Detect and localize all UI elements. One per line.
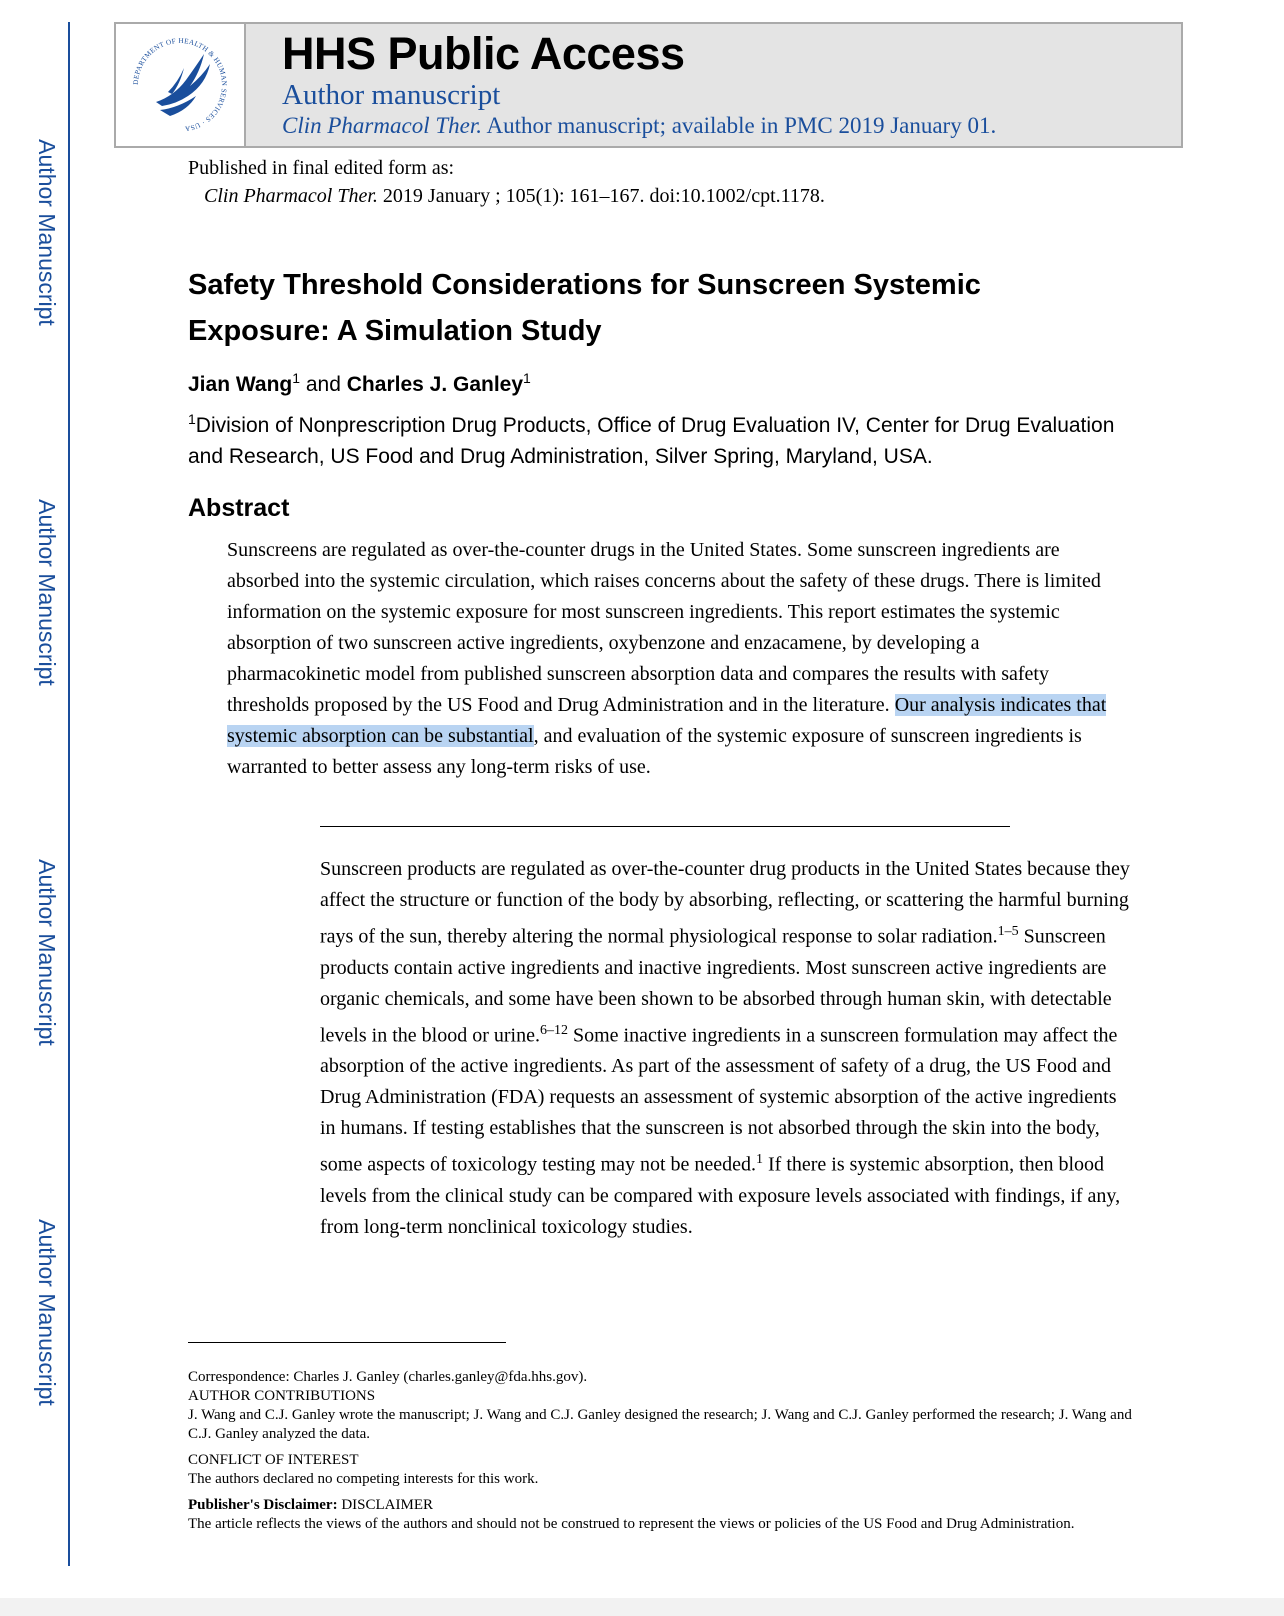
- abstract-heading: Abstract: [188, 494, 290, 522]
- author-affil-ref: 1: [292, 370, 301, 386]
- published-info: [188, 154, 825, 210]
- footnote-rule: [188, 1342, 506, 1343]
- hhs-header: [114, 22, 1183, 148]
- availability-line: [282, 113, 996, 139]
- footnotes: [188, 1368, 1148, 1534]
- affiliation: [188, 404, 1128, 472]
- manuscript-label: Author manuscript: [282, 79, 501, 111]
- intro-text: Sunscreen products contain active ingredients and inactive ingredients. Most sunscreen active ingredients are organic chemicals, and some have been shown to be absorbed through human skin, with detectable levels in the blood or urine.: [320, 925, 1112, 1047]
- sidebar-rule: [68, 22, 70, 1566]
- svg-text:DEPARTMENT OF HEALTH & HUMAN S: [132, 37, 228, 133]
- author-list: [188, 370, 531, 397]
- correspondence: Correspondence: Charles J. Ganley (charles.ganley@fda.hhs.gov).: [188, 1369, 588, 1385]
- disclaimer-label: Publisher's Disclaimer:: [188, 1497, 338, 1513]
- intro-text: Sunscreen products are regulated as over-the-counter drug products in the United States because they affect the structure or function of the body by absorbing, reflecting, or scattering the harmful burning rays of the sun, thereby altering the normal physiological response to solar radiation.: [320, 858, 1130, 948]
- sidebar-label: Author Manuscript: [33, 138, 60, 326]
- affiliation-text: Division of Nonprescription Drug Products, Office of Drug Evaluation IV, Center for Drug Evaluation and Research, US Food and Drug Administration, Silver Spring, Maryland, USA.: [188, 414, 1115, 468]
- hhs-title: HHS Public Access: [282, 28, 685, 79]
- published-citation-text: 2019 January ; 105(1): 161–167. doi:10.1002/cpt.1178.: [382, 185, 825, 207]
- reference-link[interactable]: 1–5: [997, 924, 1019, 939]
- abstract-divider: [320, 826, 1010, 827]
- journal-name: Clin Pharmacol Ther.: [282, 113, 482, 138]
- disclaimer-heading: [188, 1496, 1148, 1515]
- abstract-text-part: , and evaluation of the systemic exposure of sunscreen ingredients is warranted to better assess any long-term risks of use.: [227, 725, 1082, 778]
- disclaimer-text: The article reflects the views of the authors and should not be construed to represent the views or policies of the US Food and Drug Administration.: [188, 1516, 1075, 1532]
- sidebar-label: Author Manuscript: [33, 498, 60, 686]
- author-affil-ref: 1: [523, 370, 531, 386]
- article-title: Safety Threshold Considerations for Sunscreen Systemic Exposure: A Simulation Study: [188, 269, 981, 347]
- disclaimer-title: DISCLAIMER: [337, 1497, 433, 1513]
- intro-paragraph: [320, 854, 1130, 1243]
- sidebar-label: Author Manuscript: [33, 1218, 60, 1406]
- reference-link[interactable]: 1: [756, 1152, 764, 1168]
- contributions-text: J. Wang and C.J. Ganley wrote the manuscript; J. Wang and C.J. Ganley designed the research; J. Wang and C.J. Ganley performed the research; J. Wang and C.J. Ganley analyzed the data.: [188, 1407, 1132, 1442]
- viewer-bottom-bar: [0, 1598, 1284, 1616]
- sidebar-label: Author Manuscript: [33, 858, 60, 1046]
- published-journal: Clin Pharmacol Ther.: [204, 185, 378, 207]
- published-label: Published in final edited form as:: [188, 157, 455, 179]
- intro-text: If there is systemic absorption, then blood levels from the clinical study can be compared with exposure levels associated with findings, if any, from long-term nonclinical toxicology studies.: [320, 1153, 1121, 1238]
- conflict-heading: CONFLICT OF INTEREST: [188, 1452, 359, 1468]
- contributions-heading: AUTHOR CONTRIBUTIONS: [188, 1388, 376, 1404]
- author-name: Charles J. Ganley: [346, 373, 524, 396]
- availability-text: Author manuscript; available in PMC 2019 January 01.: [486, 113, 997, 138]
- reference-link[interactable]: 6–12: [539, 1022, 568, 1038]
- abstract-text-part: Sunscreens are regulated as over-the-counter drugs in the United States. Some sunscreen ingredients are absorbed into the systemic circulation, which raises concerns about the safety of these drugs. There is limited information on the systemic exposure for most sunscreen ingredients. This report estimates the systemic absorption of two sunscreen active ingredients, oxybenzone and enzacamene, by developing a pharmacokinetic model from published sunscreen absorption data and compares the results with safety thresholds proposed by the US Food and Drug Administration and in the literature.: [227, 539, 1101, 716]
- highlighted-selection[interactable]: Our analysis indicates that systemic absorption can be substantial: [227, 694, 1107, 747]
- abstract-text: [227, 535, 1107, 783]
- author-name: Jian Wang: [188, 373, 293, 396]
- published-citation: [188, 182, 825, 210]
- author-conjunction: and: [305, 373, 341, 396]
- hhs-logo: [116, 24, 246, 146]
- logo-ring-text: DEPARTMENT OF HEALTH & HUMAN SERVICES · USA: [131, 36, 229, 133]
- conflict-text: The authors declared no competing interests for this work.: [188, 1471, 539, 1487]
- hhs-eagle-logo-icon: [116, 24, 244, 146]
- affil-marker: 1: [188, 411, 196, 427]
- intro-text: Some inactive ingredients in a sunscreen formulation may affect the absorption of the active ingredients. As part of the assessment of safety of a drug, the US Food and Drug Administration (FDA) requests an assessment of systemic absorption of the active ingredients in humans. If testing establishes that the sunscreen is not absorbed through the skin into the body, some aspects of toxicology testing may not be needed.: [320, 1024, 1118, 1176]
